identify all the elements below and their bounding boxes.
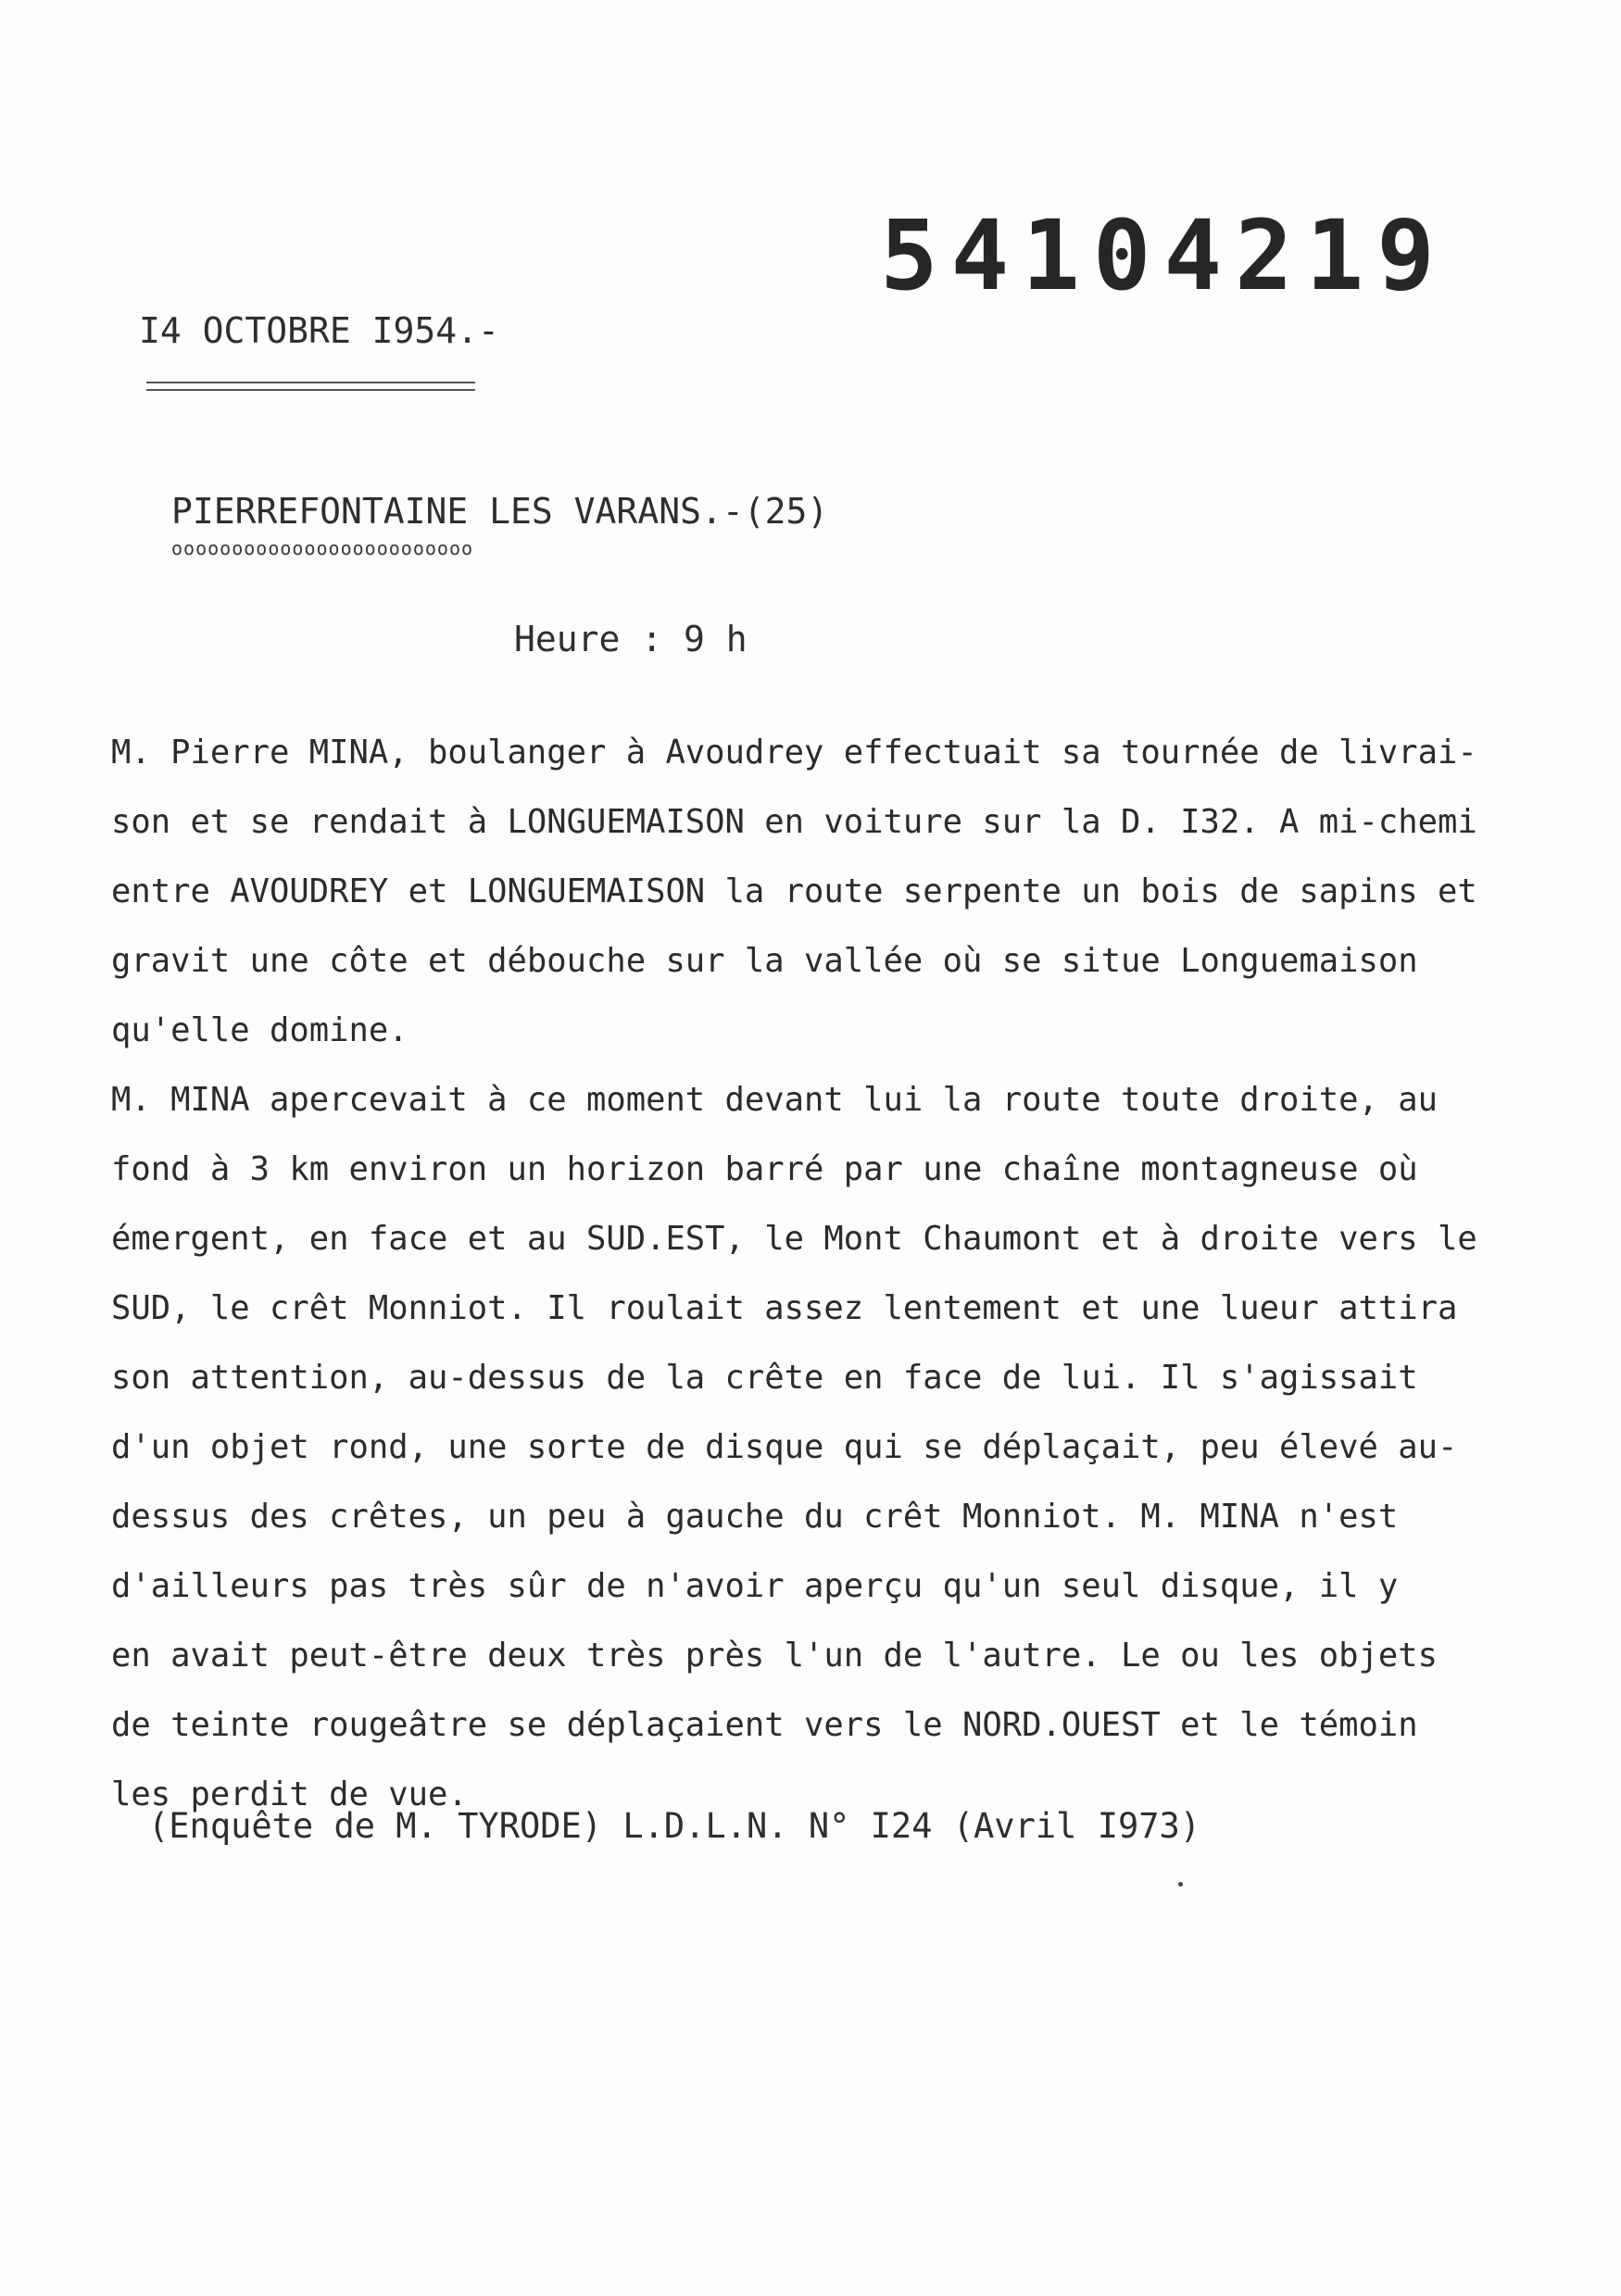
document-number: 54104219 (880, 199, 1448, 312)
body-line: fond à 3 km environ un horizon barré par une chaîne montagneuse où (111, 1150, 1418, 1188)
location-underline: ooooooooooooooooooooooooo (171, 537, 474, 559)
body-line: M. MINA apercevait à ce moment devant lui la route toute droite, au (111, 1081, 1438, 1119)
report-location: PIERREFONTAINE LES VARANS.-(25) (171, 491, 829, 532)
body-line: SUD, le crêt Monniot. Il roulait assez lentement et une lueur attira (111, 1289, 1458, 1327)
stray-dot-mark (1178, 1882, 1183, 1887)
body-line: d'un objet rond, une sorte de disque qui se déplaçait, peu élevé au- (111, 1428, 1458, 1466)
body-line: de teinte rougeâtre se déplaçaient vers le NORD.OUEST et le témoin (111, 1706, 1418, 1744)
body-line: émergent, en face et au SUD.EST, le Mont Chaumont et à droite vers le (111, 1220, 1477, 1258)
report-body (111, 718, 1565, 1829)
source-reference: (Enquête de M. TYRODE) L.D.L.N. N° I24 (Avril I973) (148, 1806, 1201, 1846)
body-line: gravit une côte et débouche sur la vallée où se situe Longuemaison (111, 942, 1418, 980)
report-hour: Heure : 9 h (514, 619, 748, 659)
body-line: les perdit de vue. (111, 1775, 468, 1813)
body-line: en avait peut-être deux très près l'un de l'autre. Le ou les objets (111, 1637, 1438, 1675)
report-date: I4 OCTOBRE I954.- (139, 310, 499, 351)
body-line: son et se rendait à LONGUEMAISON en voiture sur la D. I32. A mi-chemi (111, 803, 1477, 841)
body-line: qu'elle domine. (111, 1011, 408, 1049)
body-line: M. Pierre MINA, boulanger à Avoudrey effectuait sa tournée de livrai- (111, 734, 1477, 772)
body-line: son attention, au-dessus de la crête en face de lui. Il s'agissait (111, 1359, 1418, 1397)
date-underline (146, 382, 475, 391)
body-line: entre AVOUDREY et LONGUEMAISON la route serpente un bois de sapins et (111, 872, 1477, 910)
body-line: d'ailleurs pas très sûr de n'avoir aperçu qu'un seul disque, il y (111, 1567, 1399, 1605)
body-line: dessus des crêtes, un peu à gauche du crêt Monniot. M. MINA n'est (111, 1498, 1399, 1536)
